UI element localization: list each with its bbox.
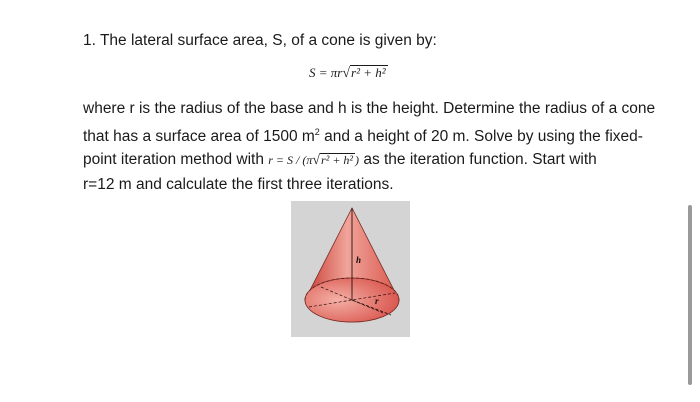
radius-label: r — [375, 296, 379, 306]
inline-sqrt-symbol: √ — [312, 153, 321, 168]
squared-superscript: 2 — [314, 126, 320, 137]
question-body — [83, 97, 656, 196]
body-line-2-pre: that has a surface area of 1500 m — [83, 127, 315, 145]
body-line-4: r=12 m and calculate the first three iterations. — [83, 175, 394, 193]
iteration-function-lhs: r = S / (π — [268, 153, 313, 167]
iteration-function-close: ) — [355, 153, 360, 167]
body-line-3 — [83, 148, 623, 173]
body-line-2 — [83, 121, 643, 149]
cone-figure — [291, 201, 410, 337]
cone-illustration — [291, 201, 410, 337]
formula-lhs: S = πr — [309, 65, 343, 80]
vertical-scrollbar[interactable] — [688, 205, 692, 385]
body-line-1: where r is the radius of the base and h is the height. Determine the radius of a cone — [83, 100, 656, 117]
body-line-2-post: and a height of 20 m. Solve by using the fixed- — [319, 127, 643, 145]
iteration-function — [268, 153, 359, 167]
surface-area-formula — [309, 65, 388, 82]
body-line-3-post: as the iteration function. Start with — [359, 151, 597, 168]
sqrt-symbol: √ — [342, 66, 351, 81]
formula-radicand: r² + h² — [351, 65, 386, 80]
height-label: h — [356, 255, 362, 265]
iteration-function-radicand: r² + h² — [321, 153, 354, 167]
question-title: 1. The lateral surface area, S, of a cone is given by: — [83, 32, 437, 49]
body-line-3-pre: point iteration method with — [83, 151, 269, 168]
